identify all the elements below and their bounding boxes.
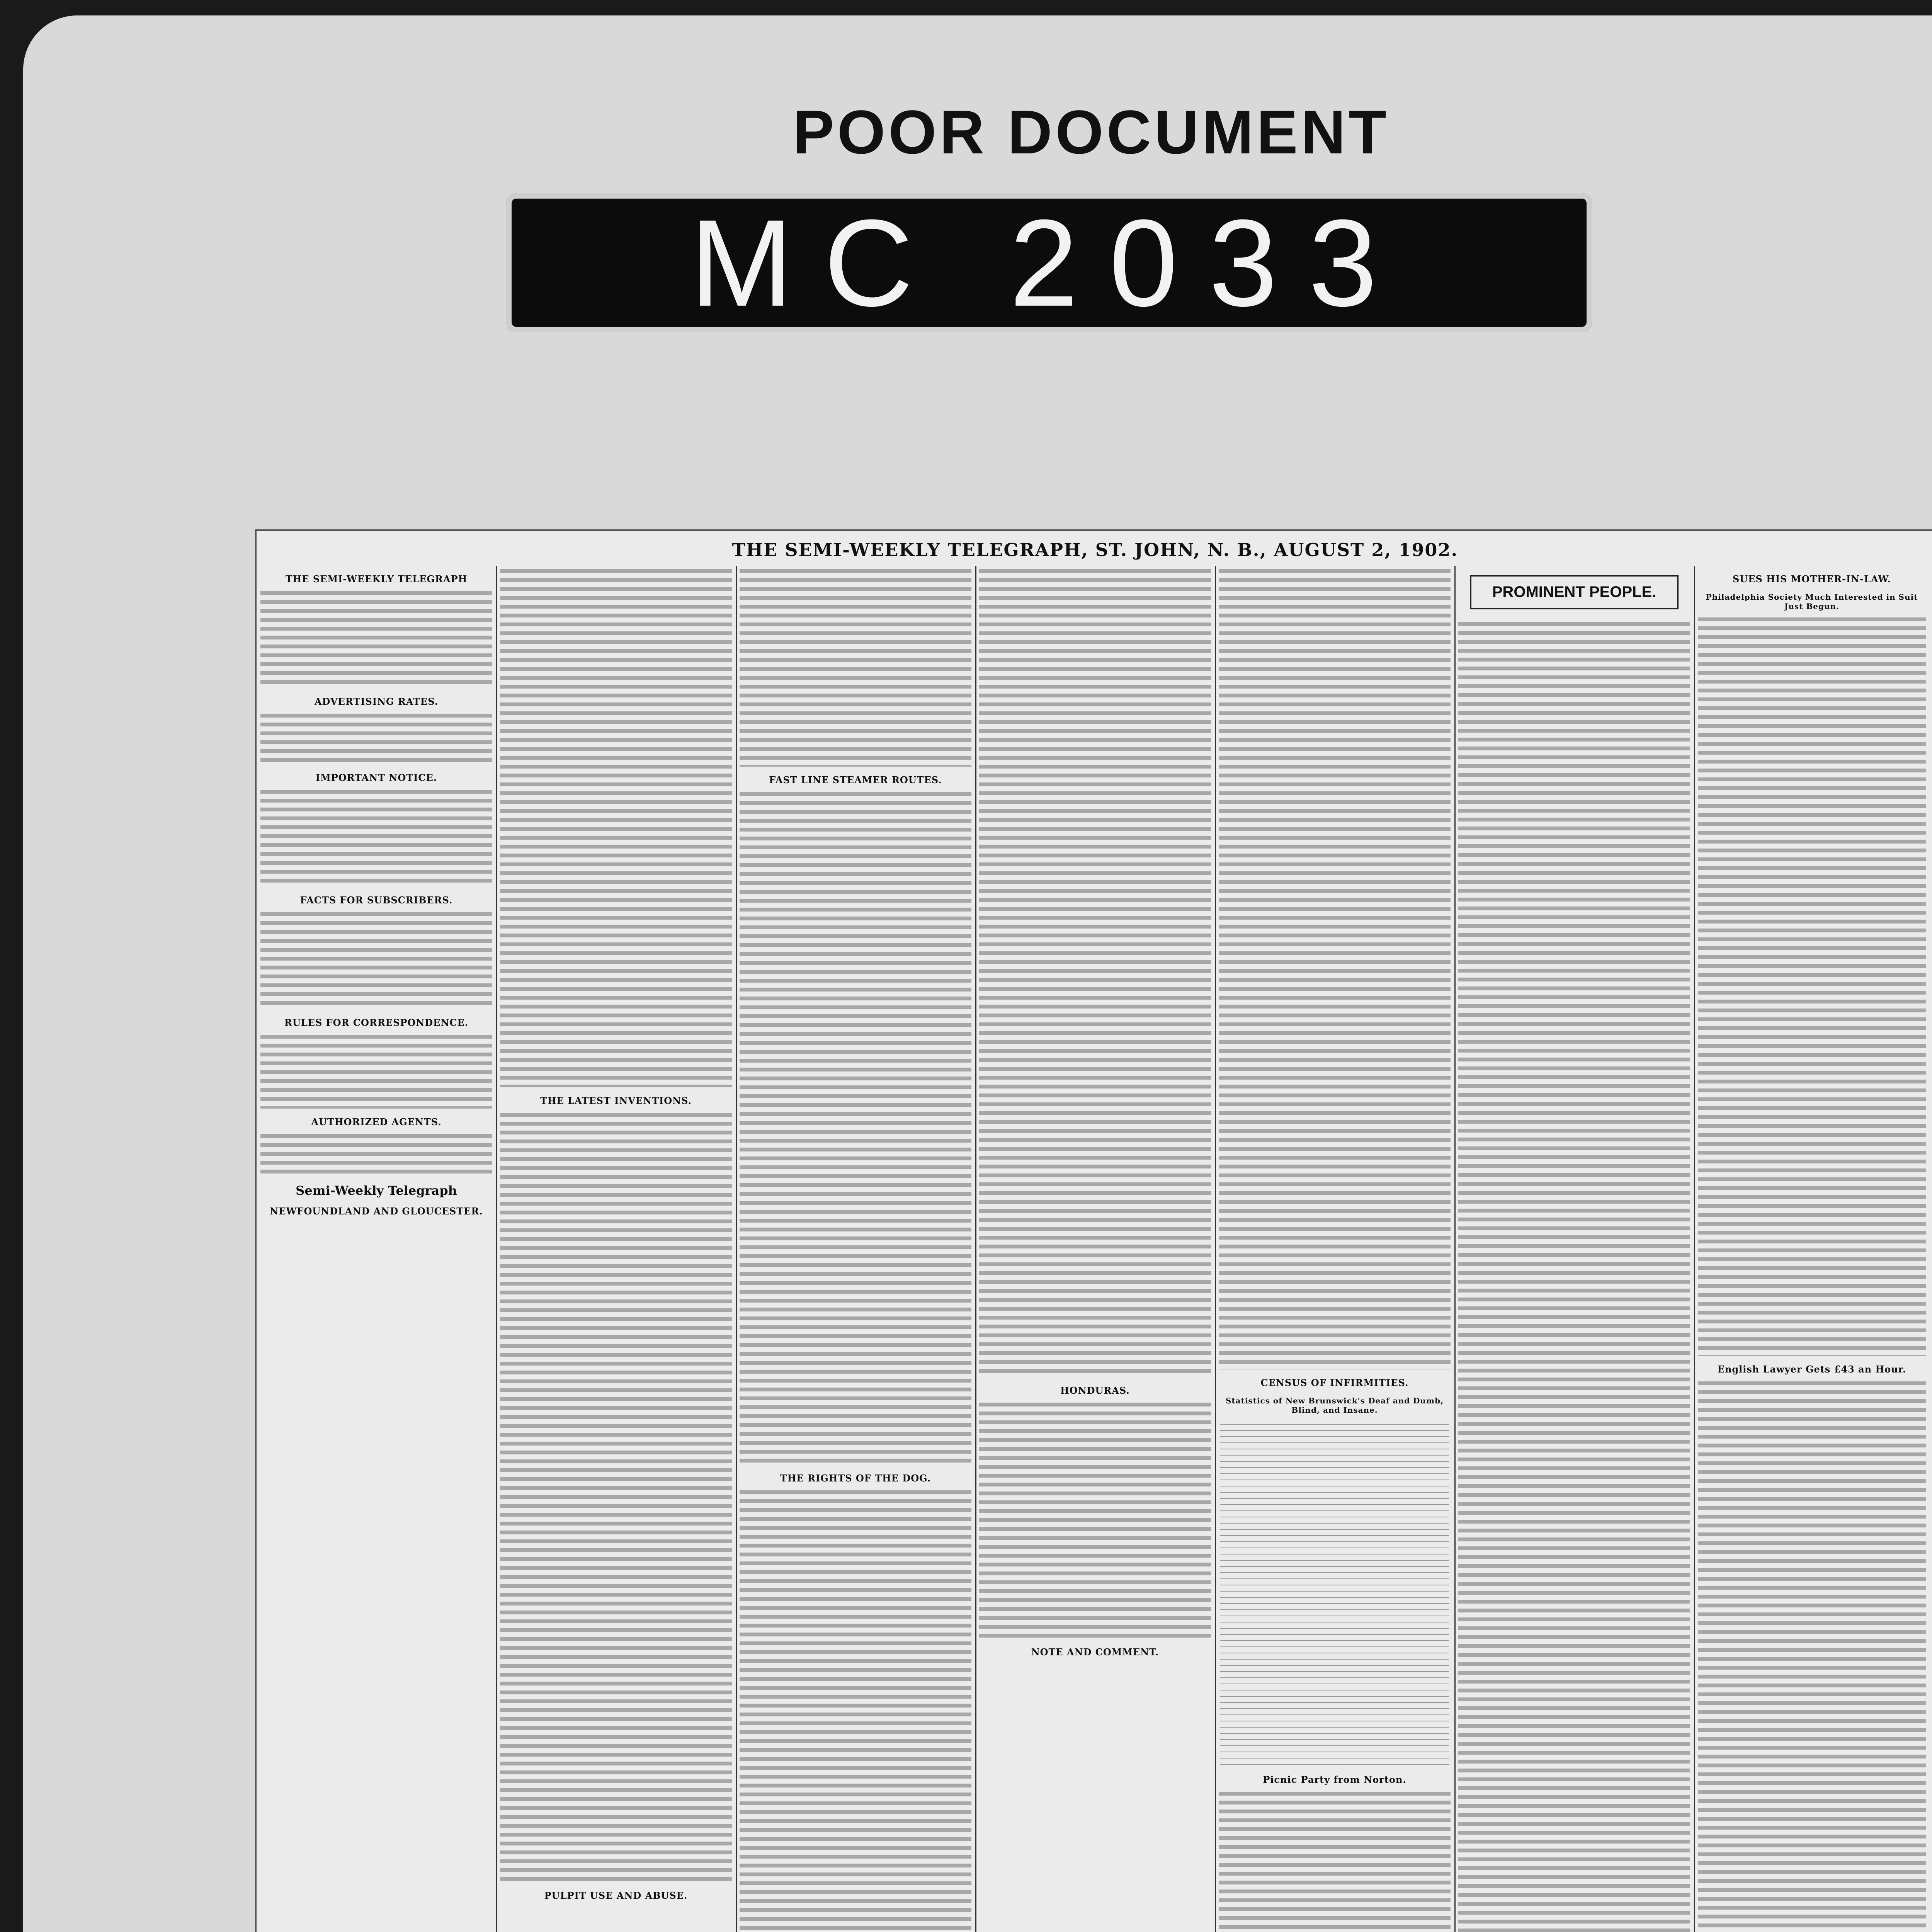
column-rule xyxy=(496,566,497,1932)
column-text xyxy=(1219,1788,1451,1932)
column-text xyxy=(1698,614,1926,1356)
column-rule xyxy=(1215,566,1216,1932)
heading: CENSUS OF INFIRMITIES. xyxy=(1260,1377,1409,1388)
columns-area xyxy=(260,566,1930,1932)
subheading: Philadelphia Society Much Interested in Suit Just Begun. xyxy=(1706,592,1918,611)
paper-nameplate: Semi-Weekly Telegraph xyxy=(296,1183,457,1198)
heading: THE SEMI-WEEKLY TELEGRAPH xyxy=(285,573,468,585)
heading: NOTE AND COMMENT. xyxy=(1031,1646,1159,1658)
column-text xyxy=(260,786,492,887)
column-text xyxy=(500,1109,732,1882)
column-text xyxy=(979,1399,1211,1639)
column-text xyxy=(260,588,492,688)
column-text xyxy=(740,566,971,767)
column-rule xyxy=(736,566,737,1932)
heading: IMPORTANT NOTICE. xyxy=(315,772,437,783)
column-rule xyxy=(1694,566,1695,1932)
heading: SUES HIS MOTHER-IN-LAW. xyxy=(1732,573,1891,585)
column-rule xyxy=(1454,566,1456,1932)
heading: RULES FOR CORRESPONDENCE. xyxy=(284,1017,469,1028)
heading: THE LATEST INVENTIONS. xyxy=(540,1095,692,1106)
prominent-people-box: PROMINENT PEOPLE. xyxy=(1470,575,1679,609)
newspaper-page xyxy=(255,529,1932,1932)
column-text xyxy=(260,710,492,764)
heading: FACTS FOR SUBSCRIBERS. xyxy=(300,895,453,906)
column-text xyxy=(979,566,1211,1377)
column-text xyxy=(740,1487,971,1932)
column-1 xyxy=(260,566,492,1932)
census-table xyxy=(1220,1418,1449,1766)
poor-document-label: POOR DOCUMENT xyxy=(793,97,1389,167)
microfilm-badge xyxy=(506,193,1592,332)
column-rule xyxy=(975,566,976,1932)
heading: Picnic Party from Norton. xyxy=(1263,1774,1406,1785)
column-5 xyxy=(1219,566,1451,1932)
column-3 xyxy=(740,566,971,1932)
heading: ADVERTISING RATES. xyxy=(314,696,439,707)
heading: PULPIT USE AND ABUSE. xyxy=(544,1890,688,1901)
masthead: THE SEMI-WEEKLY TELEGRAPH, ST. JOHN, N. B., AUGUST 2, 1902. xyxy=(732,539,1458,560)
column-text xyxy=(1698,1378,1926,1932)
heading: NEWFOUNDLAND AND GLOUCESTER. xyxy=(270,1206,483,1217)
heading: English Lawyer Gets £43 an Hour. xyxy=(1717,1364,1906,1375)
heading: HONDURAS. xyxy=(1060,1385,1130,1396)
heading: FAST LINE STEAMER ROUTES. xyxy=(769,774,942,786)
column-text xyxy=(740,789,971,1465)
column-text xyxy=(500,566,732,1087)
column-text xyxy=(1458,619,1690,1932)
column-text xyxy=(260,1131,492,1177)
subheading: Statistics of New Brunswick's Deaf and Dumb, Blind, and Insane. xyxy=(1225,1396,1444,1415)
column-text xyxy=(260,909,492,1009)
column-text xyxy=(1219,566,1451,1369)
column-6 xyxy=(1458,566,1690,1932)
column-4 xyxy=(979,566,1211,1932)
heading: THE RIGHTS OF THE DOG. xyxy=(780,1473,931,1484)
badge-text: MC 2033 xyxy=(690,194,1408,332)
column-2 xyxy=(500,566,732,1932)
column-7 xyxy=(1698,566,1926,1932)
column-text xyxy=(260,1031,492,1109)
heading: AUTHORIZED AGENTS. xyxy=(311,1116,442,1128)
